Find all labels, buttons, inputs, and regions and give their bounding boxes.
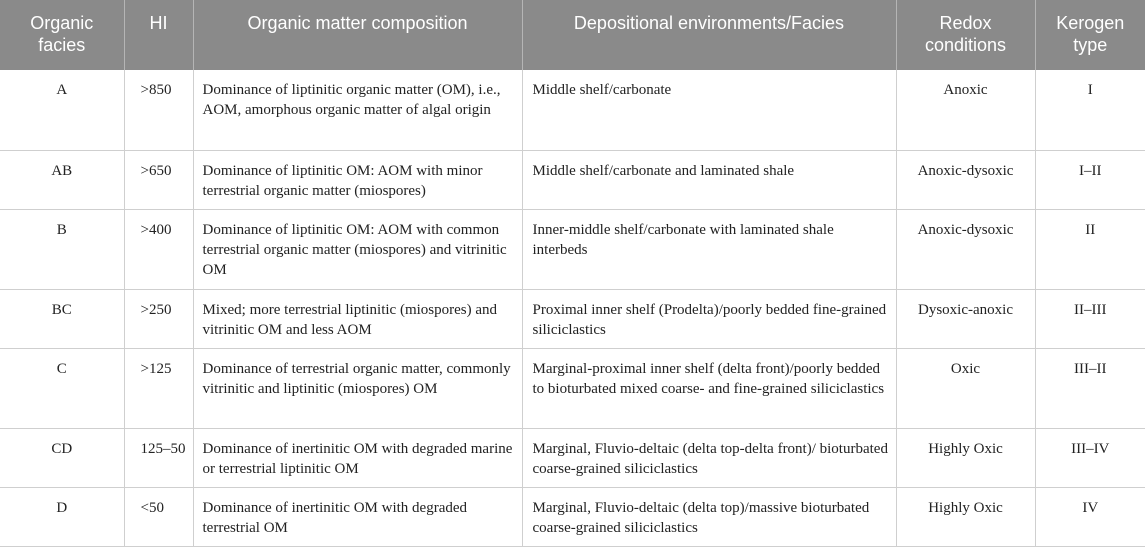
kerogen-cell: I–II <box>1035 150 1145 209</box>
facies-cell: AB <box>0 150 124 209</box>
facies-cell: A <box>0 70 124 150</box>
environment-cell: Marginal, Fluvio-deltaic (delta top-delta front)/ bioturbated coarse-grained siliciclastics <box>522 428 896 487</box>
environment-cell: Middle shelf/carbonate <box>522 70 896 150</box>
header-kerogen-type: Kerogen type <box>1035 0 1145 70</box>
environment-cell: Marginal, Fluvio-deltaic (delta top)/massive bioturbated coarse-grained siliciclastics <box>522 487 896 546</box>
redox-cell: Oxic <box>896 348 1035 428</box>
composition-cell: Mixed; more terrestrial liptinitic (miospores) and vitrinitic OM and less AOM <box>193 289 522 348</box>
kerogen-cell: II–III <box>1035 289 1145 348</box>
hi-cell: >400 <box>124 209 193 289</box>
kerogen-cell: III–II <box>1035 348 1145 428</box>
hi-cell: <50 <box>124 487 193 546</box>
kerogen-cell: I <box>1035 70 1145 150</box>
table-row <box>0 289 1145 348</box>
redox-cell: Highly Oxic <box>896 428 1035 487</box>
table-row <box>0 209 1145 289</box>
composition-cell: Dominance of liptinitic OM: AOM with common terrestrial organic matter (miospores) and vitrinitic OM <box>193 209 522 289</box>
composition-cell: Dominance of liptinitic organic matter (OM), i.e., AOM, amorphous organic matter of algal origin <box>193 70 522 150</box>
table-row <box>0 348 1145 428</box>
composition-cell: Dominance of terrestrial organic matter, commonly vitrinitic and liptinitic (miospores) OM <box>193 348 522 428</box>
facies-cell: C <box>0 348 124 428</box>
environment-cell: Inner-middle shelf/carbonate with laminated shale interbeds <box>522 209 896 289</box>
table-row <box>0 150 1145 209</box>
header-hi: HI <box>124 0 193 70</box>
hi-cell: >125 <box>124 348 193 428</box>
redox-cell: Anoxic <box>896 70 1035 150</box>
header-depositional-environments: Depositional environments/Facies <box>522 0 896 70</box>
table-row <box>0 428 1145 487</box>
header-organic-facies: Organic facies <box>0 0 124 70</box>
environment-cell: Marginal-proximal inner shelf (delta front)/poorly bedded to bioturbated mixed coarse- and fine-grained siliciclastics <box>522 348 896 428</box>
composition-cell: Dominance of inertinitic OM with degraded marine or terrestrial liptinitic OM <box>193 428 522 487</box>
kerogen-cell: II <box>1035 209 1145 289</box>
facies-cell: CD <box>0 428 124 487</box>
environment-cell: Proximal inner shelf (Prodelta)/poorly bedded fine-grained siliciclastics <box>522 289 896 348</box>
header-redox-conditions: Redox conditions <box>896 0 1035 70</box>
redox-cell: Dysoxic-anoxic <box>896 289 1035 348</box>
hi-cell: 125–50 <box>124 428 193 487</box>
kerogen-cell: IV <box>1035 487 1145 546</box>
facies-cell: BC <box>0 289 124 348</box>
redox-cell: Highly Oxic <box>896 487 1035 546</box>
table-row <box>0 487 1145 546</box>
redox-cell: Anoxic-dysoxic <box>896 150 1035 209</box>
composition-cell: Dominance of liptinitic OM: AOM with minor terrestrial organic matter (miospores) <box>193 150 522 209</box>
redox-cell: Anoxic-dysoxic <box>896 209 1035 289</box>
composition-cell: Dominance of inertinitic OM with degraded terrestrial OM <box>193 487 522 546</box>
table-row <box>0 70 1145 150</box>
facies-cell: B <box>0 209 124 289</box>
header-organic-matter-composition: Organic matter composition <box>193 0 522 70</box>
environment-cell: Middle shelf/carbonate and laminated shale <box>522 150 896 209</box>
facies-cell: D <box>0 487 124 546</box>
kerogen-cell: III–IV <box>1035 428 1145 487</box>
hi-cell: >250 <box>124 289 193 348</box>
table-header-row <box>0 0 1145 70</box>
hi-cell: >850 <box>124 70 193 150</box>
hi-cell: >650 <box>124 150 193 209</box>
